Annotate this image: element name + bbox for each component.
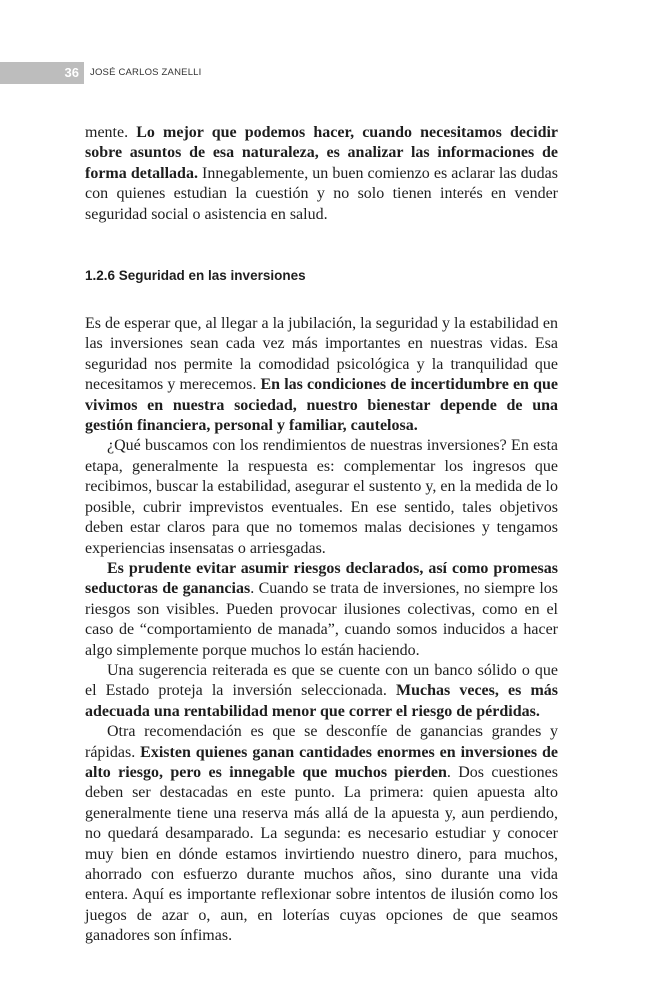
paragraph-2 bbox=[85, 314, 558, 436]
paragraph-5 bbox=[85, 661, 558, 722]
paragraph-4 bbox=[85, 559, 558, 661]
bold-run: Muchas veces, es más adecuada una rentabilidad menor que correr el riesgo de pérdidas. bbox=[85, 682, 558, 720]
paragraph-6 bbox=[85, 722, 558, 946]
page-number: 36 bbox=[64, 65, 79, 80]
bold-run: Existen quienes ganan cantidades enormes en inversiones de alto riesgo, pero es innegable que muchos pierden bbox=[85, 743, 559, 781]
running-head-author: JOSÉ CARLOS ZANELLI bbox=[90, 67, 202, 78]
bold-run: En las condiciones de incertidumbre en que vivimos en nuestra sociedad, nuestro bienestar depende de una gestión financiera, personal y familiar, cautelosa. bbox=[85, 376, 559, 435]
text-run: . Cuando se trata de inversiones, no siempre los riesgos son visibles. Pueden provocar ilusiones colectivas, como en el caso de “comportamiento de manada”, cuando somos inducidos a hacer algo simplemente porque muchos lo están haciendo. bbox=[85, 580, 558, 659]
text-run: Es de esperar que, al llegar a la jubilación, la seguridad y la estabilidad en las inversiones sean cada vez más importantes en nuestras vidas. Esa seguridad nos permite la comodidad psicológica y la tranquilidad que necesitamos y merecemos. bbox=[85, 315, 558, 394]
text-run: . Dos cuestiones deben ser destacadas en este punto. La primera: quien apuesta alto generalmente tiene una reserva más allá de la apuesta y, aun perdiendo, no quedará desamparado. La segunda: es necesario estudiar y conocer muy bien en dónde estamos invirtiendo nuestro dinero, para muchos, ahorrado con esfuerzo durante muchos años, sino durante una vida entera. Aquí es importante reflexionar sobre intentos de ilusión como los juegos de azar o, aun, en loterías cuyas opciones de que seamos ganadores son ínfimas. bbox=[85, 763, 558, 945]
bold-run: Es prudente evitar asumir riesgos declarados, así como promesas seductoras de ganancias bbox=[85, 559, 558, 598]
text-run: ¿Qué buscamos con los rendimientos de nuestras inversiones? En esta etapa, generalmente la respuesta es: complementar los ingresos que recibimos, buscar la estabilidad, asegurar el sustento y, en la medida de lo posible, cubrir imprevistos eventuales. En ese sentido, tales objetivos deben estar claros para que no tomemos malas decisiones y tengamos experiencias insensatas o arriesgadas. bbox=[85, 437, 558, 557]
section-heading: 1.2.6 Seguridad en las inversiones bbox=[85, 268, 306, 284]
bold-run: Lo mejor que podemos hacer, cuando necesitamos decidir sobre asuntos de esa naturaleza, es analizar las informaciones de forma detallada. bbox=[85, 124, 559, 182]
text-run: Innegablemente, un buen comienzo es aclarar las dudas con quienes estudian la cuestión y no solo tienen interés en vender seguridad social o asistencia en salud. bbox=[85, 164, 559, 223]
text-run: Una sugerencia reiterada es que se cuente con un banco sólido o que el Estado proteja la inversión seleccionada. bbox=[85, 661, 558, 700]
paragraph-3 bbox=[85, 436, 558, 558]
text-run: mente. bbox=[85, 124, 137, 141]
page-body bbox=[85, 123, 558, 947]
text-run: Otra recomendación es que se desconfíe de ganancias grandes y rápidas. bbox=[85, 723, 558, 761]
paragraph-1 bbox=[85, 123, 558, 225]
page-number-tab bbox=[0, 62, 84, 84]
